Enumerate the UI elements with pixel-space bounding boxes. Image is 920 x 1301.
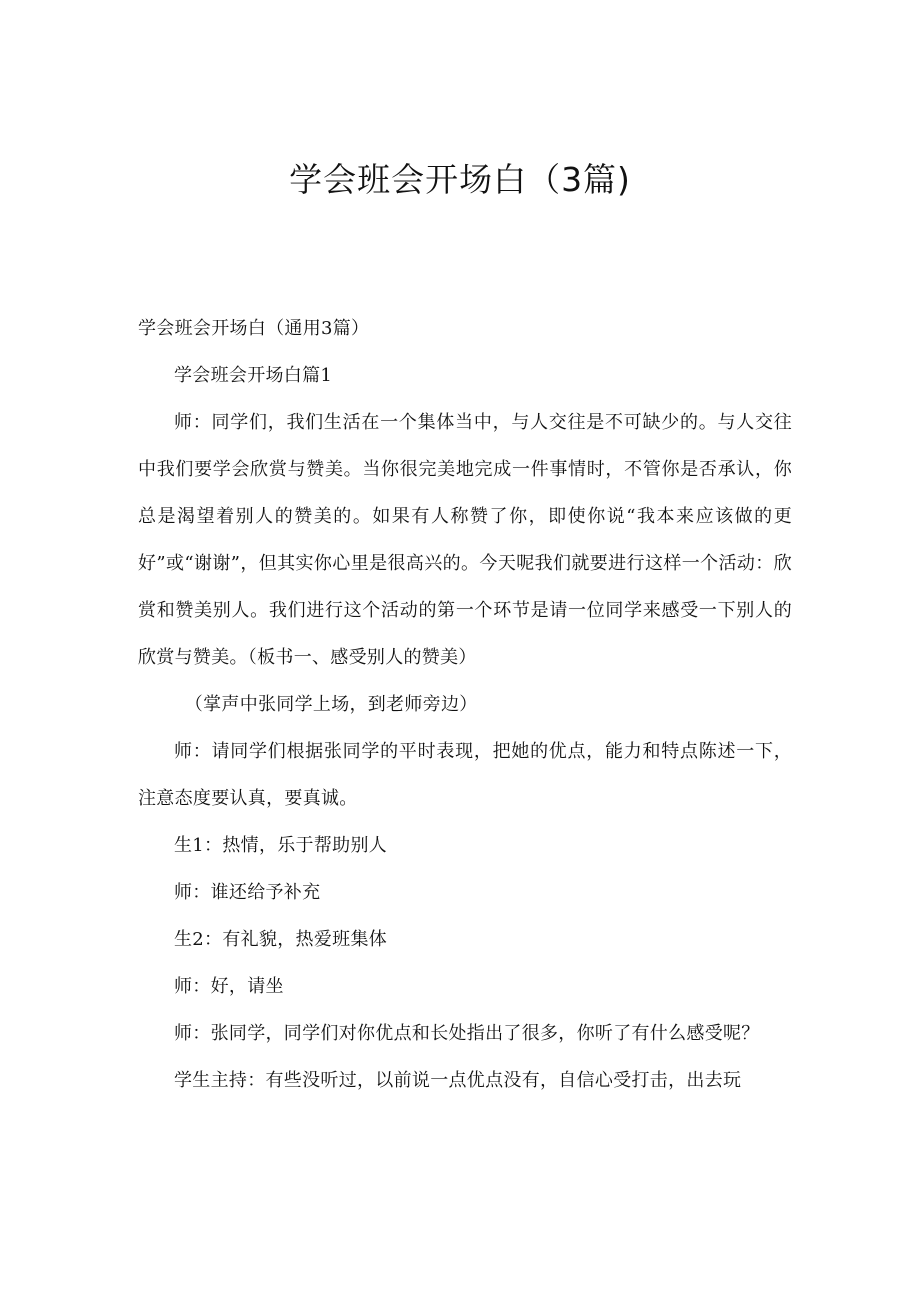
- dialogue-line: 生1：热情，乐于帮助别人: [174, 835, 388, 856]
- document-body: [138, 305, 792, 1104]
- stage-direction: （掌声中张同学上场，到老师旁边）: [184, 694, 478, 715]
- dialogue-line: 生2：有礼貌，热爱班集体: [174, 929, 388, 950]
- dialogue-line: 师：好，请坐: [174, 976, 284, 997]
- page-title: 学会班会开场白（3篇): [289, 160, 631, 199]
- dialogue-line: 师：谁还给予补充: [174, 882, 321, 903]
- body-paragraph: 师：同学们，我们生活在一个集体当中，与人交往是不可缺少的。与人交往中我们要学会欣赏与赞美。当你很完美地完成一件事情时，不管你是否承认，你总是渴望着别人的赞美的。如果有人称赞了你，即使你说“我本来应该做的更好”或“谢谢”，但其实你心里是很高兴的。今天呢我们就要进行这样一个活动：欣赏和赞美别人。我们进行这个活动的第一个环节是请一位同学来感受一下别人的欣赏与赞美。（板书一、感受别人的赞美）: [138, 412, 792, 668]
- body-paragraph: 学生主持：有些没听过，以前说一点优点没有，自信心受打击，出去玩: [174, 1070, 742, 1091]
- section-heading: 学会班会开场白篇1: [174, 365, 333, 386]
- body-paragraph: 师：请同学们根据张同学的平时表现，把她的优点，能力和特点陈述一下，注意态度要认真，要真诚。: [138, 741, 792, 809]
- subtitle-paragraph: 学会班会开场白（通用3篇）: [138, 318, 370, 339]
- body-paragraph: 师：张同学，同学们对你优点和长处指出了很多，你听了有什么感受呢？: [174, 1023, 760, 1044]
